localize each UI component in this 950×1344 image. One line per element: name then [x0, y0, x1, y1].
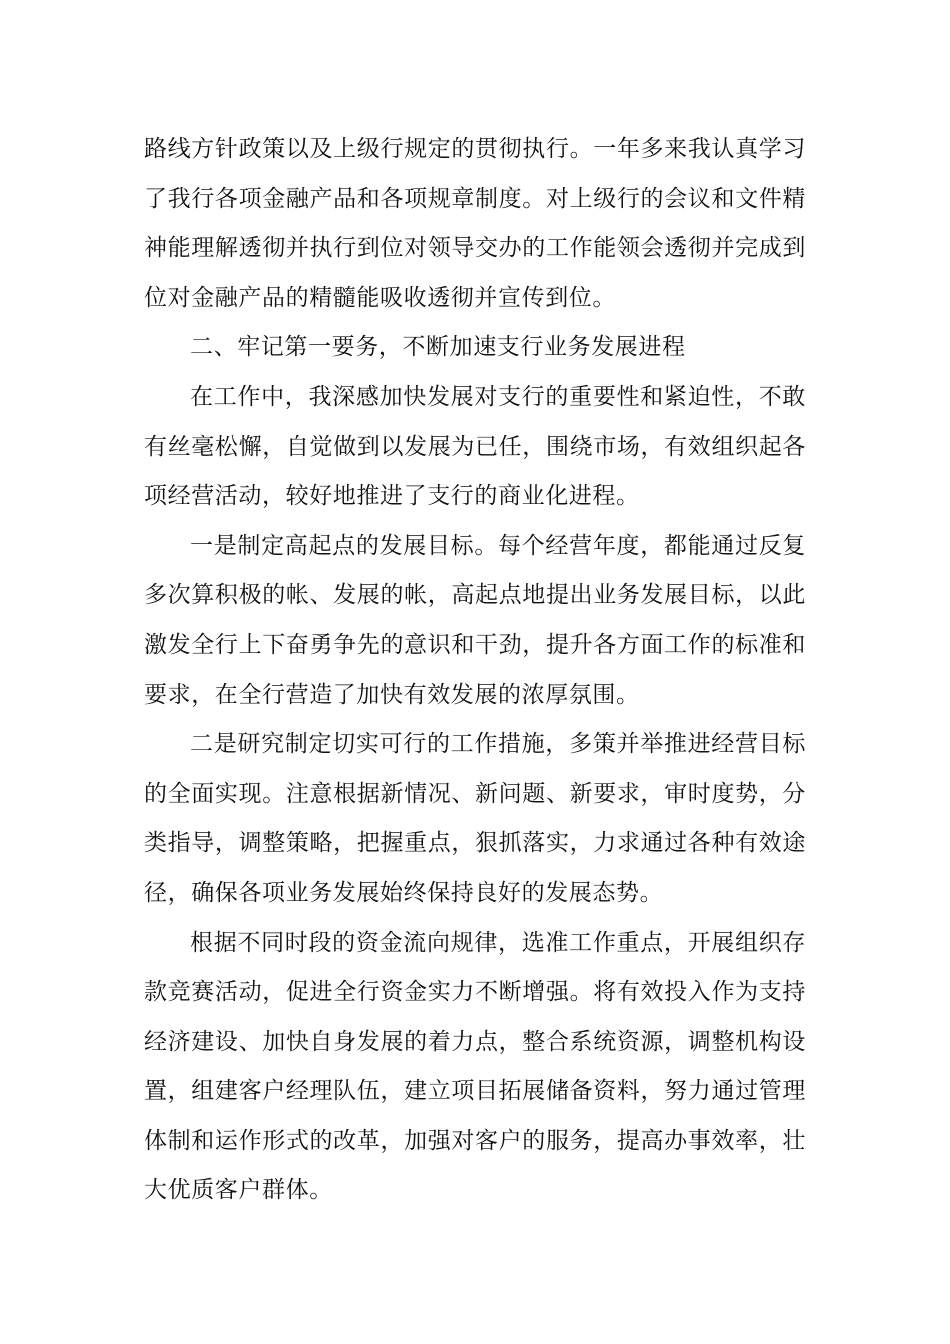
paragraph: 一是制定高起点的发展目标。每个经营年度，都能通过反复多次算积极的帐、发展的帐，高起点地提出业务发展目标，以此激发全行上下奋勇争先的意识和干劲，提升各方面工作的标准和要求，在全行营造了加快有效发展的浓厚氛围。	[144, 532, 806, 708]
paragraph-continuation: 路线方针政策以及上级行规定的贯彻执行。一年多来我认真学习了我行各项金融产品和各项规章制度。对上级行的会议和文件精神能理解透彻并执行到位对领导交办的工作能领会透彻并完成到位对金融产品的精髓能吸收透彻并宣传到位。	[144, 136, 806, 311]
paragraph: 在工作中，我深感加快发展对支行的重要性和紧迫性，不敢有丝毫松懈，自觉做到以发展为已任，围绕市场，有效组织起各项经营活动，较好地推进了支行的商业化进程。	[144, 383, 806, 510]
document-body	[144, 125, 806, 1216]
section-heading: 二、牢记第一要务，不断加速支行业务发展进程	[190, 334, 686, 361]
paragraph: 根据不同时段的资金流向规律，选准工作重点，开展组织存款竞赛活动，促进全行资金实力不断增强。将有效投入作为支持经济建设、加快自身发展的着力点，整合系统资源，调整机构设置，组建客户经理队伍，建立项目拓展储备资料，努力通过管理体制和运作形式的改革，加强对客户的服务，提高办事效率，壮大优质客户群体。	[144, 929, 806, 1204]
paragraph: 二是研究制定切实可行的工作措施，多策并举推进经营目标的全面实现。注意根据新情况、新问题、新要求，审时度势，分类指导，调整策略，把握重点，狠抓落实，力求通过各种有效途径，确保各项业务发展始终保持良好的发展态势。	[144, 731, 806, 906]
